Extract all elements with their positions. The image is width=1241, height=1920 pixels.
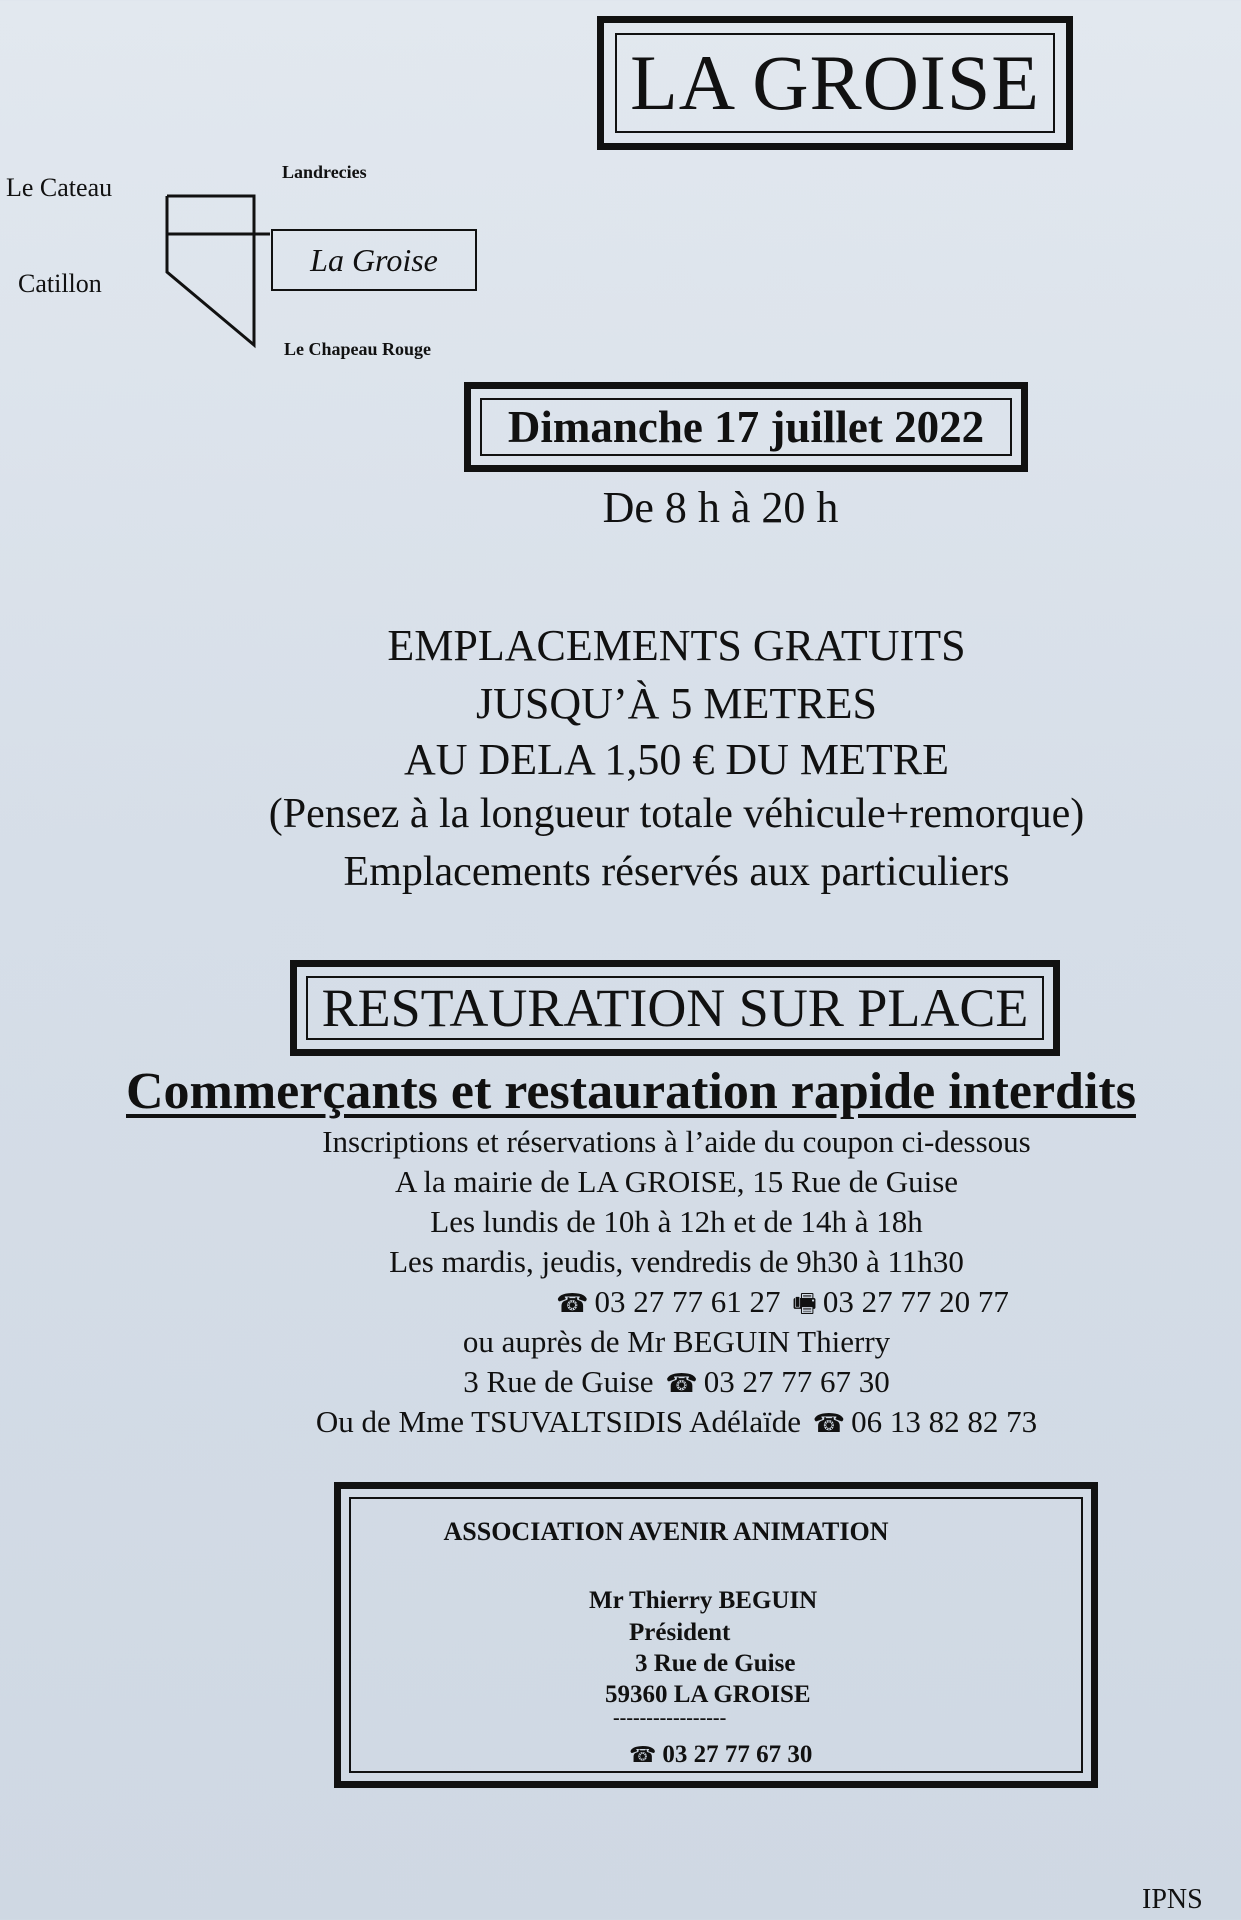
event-hours: De 8 h à 20 h [602, 483, 839, 532]
mairie-phone: 03 27 77 61 27 [594, 1284, 781, 1319]
map-label-le-cateau: Le Cateau [6, 173, 113, 202]
emplacements-line-4: (Pensez à la longueur totale véhicule+remorque) [268, 791, 1085, 837]
title-frame [597, 16, 1073, 150]
association-address: 3 Rue de Guise [635, 1650, 796, 1677]
emplacements-line-1: EMPLACEMENTS GRATUITS [387, 621, 966, 670]
map-la-groise-box: La Groise [271, 229, 477, 291]
association-separator: ----------------- [613, 1707, 727, 1729]
association-role: Président [629, 1619, 731, 1646]
info-line-inscriptions: Inscriptions et réservations à l’aide du coupon ci-dessous [322, 1124, 1031, 1159]
event-date: Dimanche 17 juillet 2022 [480, 398, 1012, 456]
info-line-beguin-contact [56, 1364, 1241, 1400]
map-label-catillon: Catillon [18, 269, 102, 298]
emplacements-line-3: AU DELA 1,50 € DU METRE [403, 735, 950, 784]
phone-icon: ☎ [556, 1289, 589, 1319]
date-frame [464, 382, 1028, 472]
map-label-landrecies: Landrecies [282, 162, 367, 182]
association-frame [334, 1482, 1098, 1788]
info-line-mairie: A la mairie de LA GROISE, 15 Rue de Guise [394, 1164, 959, 1199]
info-line-mairie-phones [160, 1284, 1241, 1329]
info-line-tsuvaltsidis [56, 1404, 1241, 1440]
footer-ipns: IPNS [1142, 1884, 1203, 1915]
page-title: LA GROISE [615, 33, 1055, 133]
association-phone-line [625, 1741, 812, 1769]
commercants-warning: Commerçants et restauration rapide interdits [126, 1063, 1136, 1120]
info-line-beguin: ou auprès de Mr BEGUIN Thierry [462, 1324, 891, 1359]
mairie-fax: 03 27 77 20 77 [822, 1284, 1009, 1319]
association-inner-frame [349, 1497, 1083, 1773]
phone-icon: ☎ [665, 1369, 698, 1399]
restauration-heading: RESTAURATION SUR PLACE [306, 976, 1044, 1040]
road-map-diagram [160, 190, 270, 350]
phone-icon: ☎ [629, 1743, 657, 1768]
mme-name: Ou de Mme TSUVALTSIDIS Adélaïde [315, 1404, 801, 1439]
info-line-mardis: Les mardis, jeudis, vendredis de 9h30 à 11h30 [389, 1244, 964, 1279]
info-line-lundis: Les lundis de 10h à 12h et de 14h à 18h [430, 1204, 923, 1239]
association-name: ASSOCIATION AVENIR ANIMATION [443, 1517, 889, 1546]
restauration-frame [290, 960, 1060, 1056]
fax-icon: 🖷 [792, 1289, 817, 1319]
phone-icon: ☎ [812, 1409, 846, 1439]
mme-phone: 06 13 82 82 73 [851, 1404, 1038, 1439]
association-phone: 03 27 77 67 30 [662, 1741, 813, 1768]
association-city: 59360 LA GROISE [605, 1681, 811, 1708]
association-person: Mr Thierry BEGUIN [589, 1587, 818, 1614]
emplacements-line-2: JUSQU’À 5 METRES [476, 679, 877, 728]
beguin-phone: 03 27 77 67 30 [703, 1364, 890, 1399]
map-label-le-chapeau-rouge: Le Chapeau Rouge [284, 339, 432, 359]
beguin-address: 3 Rue de Guise [463, 1364, 654, 1399]
emplacements-line-5: Emplacements réservés aux particuliers [343, 849, 1010, 895]
